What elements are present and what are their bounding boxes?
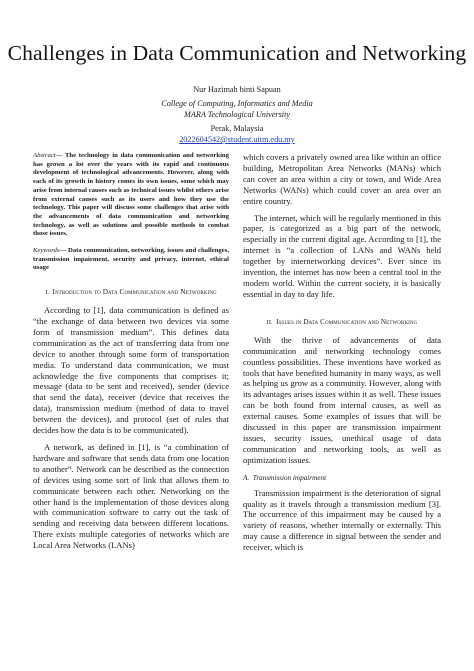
subsection-a-heading — [243, 474, 441, 483]
section-1-numeral: I. — [45, 289, 50, 297]
subsection-a-label: A. — [243, 473, 250, 482]
abstract-label: Abstract — [33, 152, 56, 159]
right-column — [243, 152, 441, 553]
author-email-link[interactable]: 2022604542@student.uitm.edu.my — [179, 135, 295, 144]
abstract-text: The technology in data communication and networking has grown a lot over the years with its rapid and continuous development of technological advancements. However, along with each of its growth in history comes its own issues, some which may arise from internal causes such as technical issues whilst others arise from external causes such as its users and how they use the technology. This paper will discuss some challenges that arise with the advancements of data communication and networking technology, as well as solutions and possible methods to combat those issues. — [33, 152, 229, 238]
keywords — [33, 247, 229, 273]
author-location: Perak, Malaysia — [210, 123, 264, 133]
section-1-paragraph: A network, as defined in [1], is “a combination of hardware and software that sends data from one location to another”. Network can be described as the connection of devices using some sort of link that allows them to communicate between each other. Networking on the other hand is the implementation of those devices along with communication software to carry out the task of sending and receiving data between different locations. There exists multiple categories of networks which are Local Area Networks (LANs) — [33, 442, 229, 551]
section-2-paragraph: With the thrive of advancements of data communication and networking technology comes countless possibilities. These inventions have worked as tools that have benefited humanity in many ways, as well as helping us grow as a community. However, along with its advantages arises issues within it as well. These issues can be both found from internal causes, as well as external causes. Some examples of issues that will be discussed in this paper are transmission impairment issues, security issues, unethical usage of data communication and networking tools, as well as optimization issues. — [243, 334, 441, 465]
internet-paragraph: The internet, which will be regularly mentioned in this paper, is categorized as a big part of the network, especially in the current digital age. According to [1], the internet is “a collection of LANs and WANs held together by internetworking devices”. Ever since its invention, the internet has now been a central tool in the modern world. Within the current society, it is basically essential in day to day life. — [243, 212, 441, 299]
subsection-a-paragraph: Transmission impairment is the deterioration of signal quality as it travels through a transmission medium [3]. The occurrence of this impairment may be caused by a variety of reasons, whether internally or externally. This may cause a difference in signal between the sender and receiver, which is — [243, 487, 441, 553]
author-block — [0, 84, 474, 146]
section-1-heading — [33, 288, 229, 297]
keywords-dash: — — [59, 247, 68, 255]
keywords-text: Data communication, networking, issues and challenges, transmission impairment, security and privacy, internet, ethical usage — [33, 247, 230, 272]
subsection-a-title: Transmission impairment — [252, 473, 327, 482]
affiliation-college: College of Computing, Informatics and Media — [161, 98, 313, 108]
keywords-label: Keywords — [33, 247, 60, 255]
affiliation-university: MARA Technological University — [184, 110, 290, 119]
section-2-numeral: II. — [266, 318, 273, 326]
abstract-dash: — — [55, 152, 65, 159]
abstract — [33, 152, 229, 239]
section-2-title: Issues in Data Communication and Networking — [276, 317, 418, 326]
section-2-heading — [243, 318, 441, 327]
section-1-title: Introduction to Data Communication and Networking — [52, 288, 217, 297]
networks-continuation-paragraph: which covers a privately owned area like within an office building, Metropolitan Area Networks (MANs) which can cover an area within a city or town, and Wide Area Networks (WANs) which could cover an area over an entire country. — [243, 152, 441, 206]
paper-title: Challenges in Data Communication and Networking — [7, 41, 467, 65]
author-name: Nur Hazimah binti Sapuan — [193, 85, 281, 94]
section-1-paragraph: According to [1], data communication is defined as “the exchange of data between two devices via some form of transmission medium”. This defines data communication as the act of transferring data from one device to another through some form of transportation media. To understand data communication, we must acknowledge the five components that comprises it; message (data to be sent and received), sender (device that send the data), receiver (device that receives the data), transmission medium (method of data to travel between the devices), and protocol (set of rules that decides how the data is to be communicated). — [33, 305, 229, 436]
left-column — [33, 152, 229, 551]
